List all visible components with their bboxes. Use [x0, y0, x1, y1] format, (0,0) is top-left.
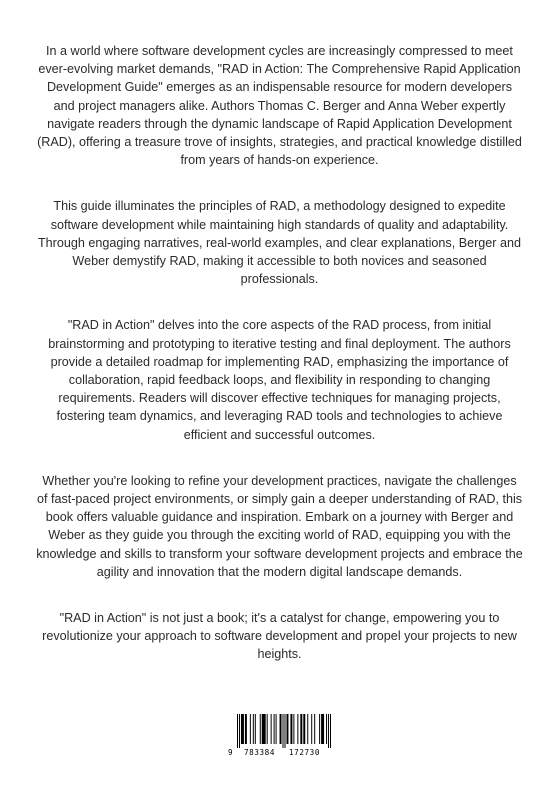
blurb-paragraph-2: This guide illuminates the principles of RAD, a methodology designed to expedite software development while maintaining high standards of quality and adaptability. Through engaging narratives, real-world examples, and clear explanations, Berger and Weber demystify RAD, making it accessible to both novices and seasoned professionals. — [37, 199, 522, 287]
barcode-bar — [280, 714, 282, 744]
barcode-bar — [250, 714, 251, 744]
barcode-bar — [262, 714, 266, 744]
barcode-bar — [271, 714, 272, 744]
barcode-digits — [226, 748, 336, 759]
barcode-bar — [253, 714, 254, 744]
barcode-guard-bar — [284, 714, 285, 748]
blurb-paragraph-4: Whether you're looking to refine your development practices, navigate the challenges of fast-paced project environments, or simply gain a deeper understanding of RAD, this book offers valuable guidance and inspiration. Embark on a journey with Berger and Weber as they guide you through the exciting world of RAD, equipping you with the knowledge and skills to transform your software development projects and embrace the agility and innovation that the modern digital landscape demands. — [36, 473, 523, 579]
barcode-left-group: 783384 — [244, 748, 276, 757]
barcode-bar — [326, 714, 327, 744]
barcode-bars — [237, 714, 331, 748]
blurb-paragraph-1: In a world where software development cycles are increasingly compressed to meet ever-evolving market demands, "RAD in Action: The Comprehensive Rapid Application Development Guide" emerges as an indispensable resource for modern developers and project managers alike. Authors Thomas C. Berger and Anna Weber expertly navigate readers through the dynamic landscape of Rapid Application Development (RAD), offering a treasure trove of insights, strategies, and practical knowledge distilled from years of hands-on experience. — [37, 44, 522, 168]
barcode-bar — [255, 714, 256, 744]
barcode-guard-bar — [328, 714, 329, 748]
barcode-guard-bar — [330, 714, 331, 748]
barcode-bar — [303, 714, 305, 744]
barcode-bar — [300, 714, 302, 744]
barcode-right-group: 172730 — [289, 748, 321, 757]
barcode-guard-bar — [237, 714, 238, 748]
barcode-bar — [290, 714, 292, 744]
isbn-barcode — [226, 711, 336, 759]
barcode-bar — [274, 714, 275, 744]
barcode-bar — [297, 714, 298, 744]
barcode-bar — [311, 714, 312, 744]
barcode-bar — [260, 714, 261, 744]
blurb-paragraph-5: "RAD in Action" is not just a book; it's a catalyst for change, empowering you to revolutionize your approach to software development and propel your projects to new heights. — [42, 611, 517, 662]
barcode-bar — [276, 714, 277, 744]
barcode-bar — [321, 714, 324, 744]
barcode-first-digit: 9 — [228, 748, 233, 757]
blurb-text — [36, 42, 523, 692]
blurb-paragraph-3: "RAD in Action" delves into the core aspects of the RAD process, from initial brainstorming and prototyping to iterative testing and final deployment. The authors provide a detailed roadmap for implementing RAD, emphasizing the importance of collaboration, rapid feedback loops, and flexibility in responding to changing requirements. Readers will discover effective techniques for managing projects, fostering team dynamics, and leveraging RAD tools and technologies to achieve efficient and successful outcomes. — [48, 318, 511, 442]
barcode-bar — [241, 714, 244, 744]
barcode-bar — [319, 714, 320, 744]
barcode-bar — [267, 714, 268, 744]
barcode-bar — [286, 714, 288, 744]
barcode-bar — [293, 714, 294, 744]
barcode-bar — [314, 714, 315, 744]
barcode-bar — [307, 714, 308, 744]
barcode-guard-bar — [239, 714, 240, 748]
barcode-bar — [245, 714, 247, 744]
barcode-guard-bar — [283, 714, 284, 748]
